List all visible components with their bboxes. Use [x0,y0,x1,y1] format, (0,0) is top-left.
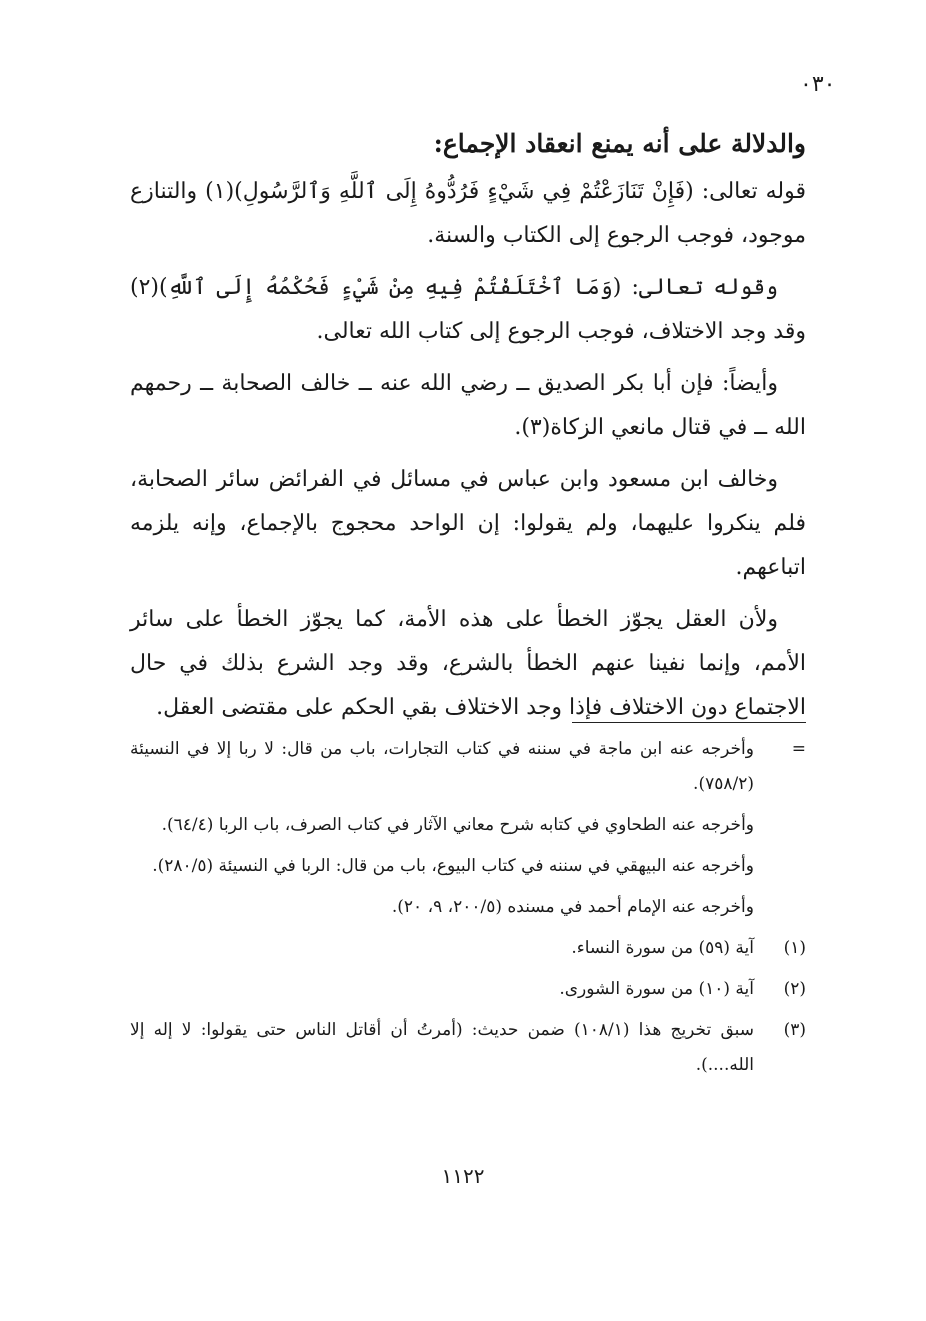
footnote-text: وأخرجه عنه البيهقي في سننه في كتاب البيوع، باب من قال: الربا في النسيئة (٢٨٠/٥). [152,856,754,876]
paragraph: قوله تعالى: (فَإِنْ تَنَازَعْتُمْ فِي شَيْءٍ فَرُدُّوهُ إِلَى ٱللَّهِ وَٱلرَّسُولِ)(١) والتنازع موجود، فوجب الرجوع إلى الكتاب والسنة. [130,179,807,248]
footnote-text: آية (٥٩) من سورة النساء. [571,938,754,958]
footnote [130,808,806,843]
body-text [130,170,806,738]
footnote-number: (٢) [783,979,806,999]
paragraph: وقوله تعالى: (وَمَا ٱخْتَلَفْتُمْ فِيهِ مِنْ شَيْءٍ فَحُكْمُهُ إِلَى ٱللَّهِ)(٢) وقد وجد الاختلاف، فوجب الرجوع إلى كتاب الله تعالى. [130,275,806,344]
footnote-number: = [791,739,806,759]
footnote [130,931,806,966]
paragraph: ولأن العقل يجوّز الخطأ على هذه الأمة، كما يجوّز الخطأ على سائر الأمم، وإنما نفينا عنهم الخطأ بالشرع، وقد وجد الشرع بذلك في حال الاجتماع دون الاختلاف فإذا وجد الاختلاف بقي الحكم على مقتضى العقل. [130,607,806,720]
footnote-text: آية (١٠) من سورة الشورى. [559,979,754,999]
page-number: ١١٢٢ [441,1164,485,1188]
footnote-text: وأخرجه عنه ابن ماجة في سننه في كتاب التجارات، باب من قال: لا ربا إلا في النسيئة (٧٥٨/٢). [130,739,754,794]
paragraph: وخالف ابن مسعود وابن عباس في مسائل في الفرائض سائر الصحابة، فلم ينكروا عليهما، ولم يقولوا: إن الواحد محجوج بالإجماع، وإنه يلزمه اتباعهم. [130,467,806,580]
footnote [130,890,806,925]
footnote [130,732,806,802]
section-heading: والدلالة على أنه يمنع انعقاد الإجماع: [433,129,806,158]
footnotes [130,732,806,1089]
footnote-number: (٣) [783,1020,806,1040]
footnote [130,1013,806,1083]
corner-mark: ٠٣٠ [800,72,836,97]
footnote-text: سبق تخريج هذا (١٠٨/١) ضمن حديث: (أمرتُ أن أقاتل الناس حتى يقولوا: لا إله إلا الله....). [130,1020,755,1075]
footnote-text: وأخرجه عنه الإمام أحمد في مسنده (٢٠٠/٥، ٩، ٢٠). [391,897,754,917]
footnote-text: وأخرجه عنه الطحاوي في كتابه شرح معاني الآثار في كتاب الصرف، باب الربا (٦٤/٤). [161,815,754,835]
paragraph: وأيضاً: فإن أبا بكر الصديق ــ رضي الله عنه ــ خالف الصحابة ــ رحمهم الله ــ في قتال مانعي الزكاة(٣). [130,371,806,440]
footnote [130,849,806,884]
footnote-divider [572,722,806,723]
footnote [130,972,806,1007]
footnote-number: (١) [783,938,806,958]
